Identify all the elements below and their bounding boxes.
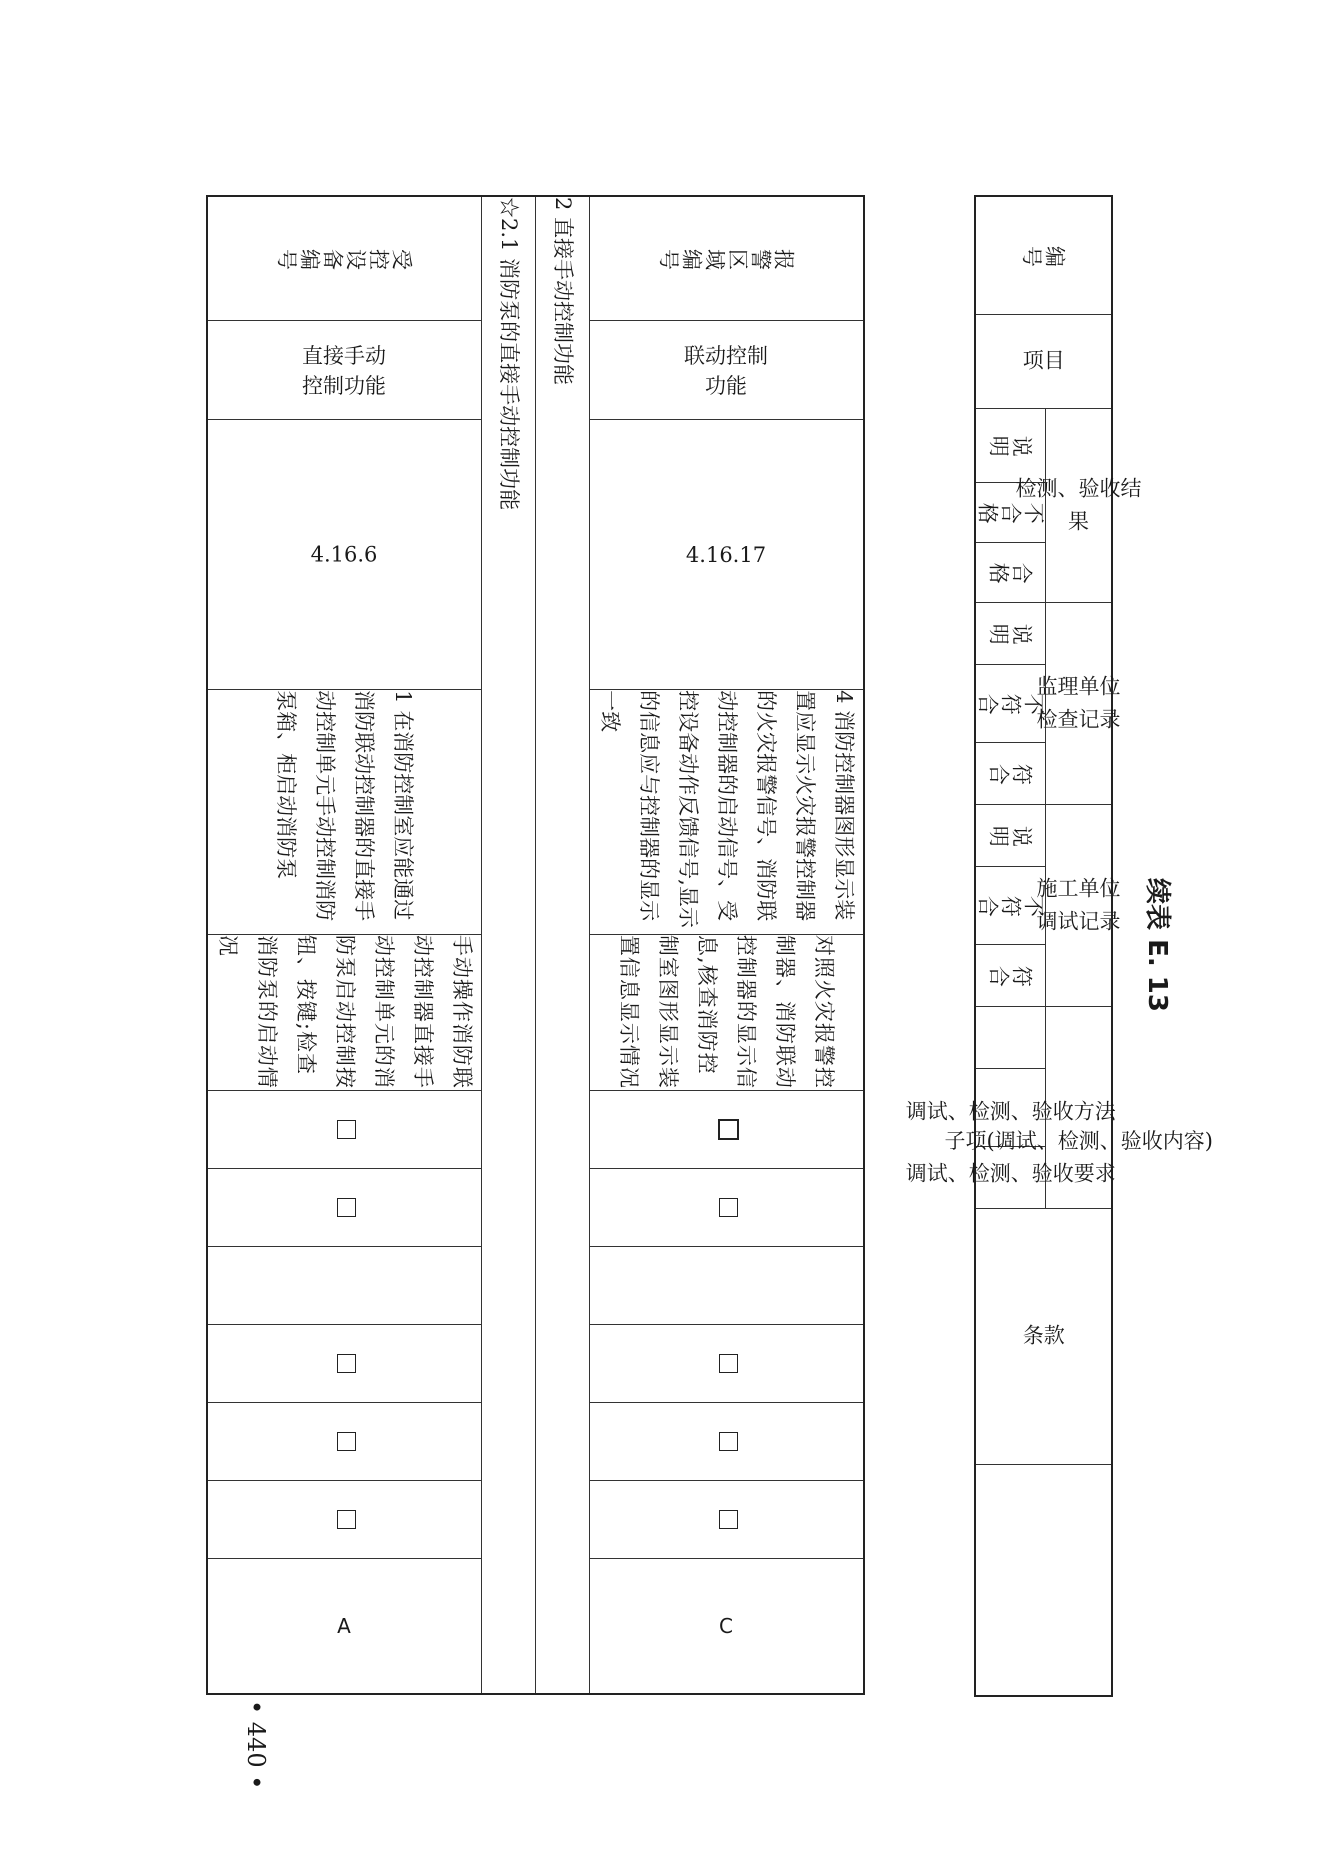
row1-construction-note xyxy=(590,1247,865,1325)
header-construction-conform: 符合 xyxy=(975,944,1046,1006)
row2-result-pass[interactable] xyxy=(207,1481,482,1559)
row2-supervision-conform[interactable] xyxy=(207,1325,482,1403)
header-result: 检测、验收结果 xyxy=(1045,408,1112,602)
row1-supervision-nonconform[interactable] xyxy=(590,1403,865,1481)
checkbox[interactable] xyxy=(720,1198,739,1217)
section-row xyxy=(482,196,536,1694)
header-method: 调试、检测、验收方法 xyxy=(975,1006,1046,1068)
row1-construction-conform[interactable] xyxy=(590,1091,865,1169)
header-construction: 施工单位调试记录 xyxy=(1045,804,1112,1006)
checkbox[interactable] xyxy=(720,1354,739,1373)
header-row-1 xyxy=(1045,196,1112,1696)
header-number-cell xyxy=(975,196,1112,314)
table-row xyxy=(590,196,865,1694)
row1-supervision-conform[interactable] xyxy=(590,1325,865,1403)
header-clause-spacer xyxy=(975,1464,1112,1696)
checkbox[interactable] xyxy=(720,1432,739,1451)
checkbox[interactable] xyxy=(720,1510,739,1529)
row1-method: 对照火灾报警控制器、消防联动控制器的显示信息,核查消防控制室图形显示装置信息显示情况 xyxy=(590,934,865,1090)
header-result-pass: 合格 xyxy=(975,542,1046,602)
row2-supervision-nonconform[interactable] xyxy=(207,1403,482,1481)
row1-result-pass[interactable] xyxy=(590,1481,865,1559)
header-construction-note: 说明 xyxy=(975,804,1046,866)
checkbox[interactable] xyxy=(338,1198,357,1217)
header-supervision-conform: 符合 xyxy=(975,742,1046,804)
table-caption: 续表 E. 13 xyxy=(1142,878,1172,1012)
row2-clause: 4.16.6 xyxy=(207,420,482,690)
header-subitem: 子项(调试、检测、验收内容) xyxy=(1045,1006,1112,1208)
row2-number: 受控设备编号 xyxy=(207,196,482,320)
header-supervision: 监理单位检查记录 xyxy=(1045,602,1112,804)
rotated-page xyxy=(205,195,1213,1790)
page-number: • 440 • xyxy=(242,1700,270,1790)
header-supervision-note: 说明 xyxy=(975,602,1046,664)
row2-requirement: 1 在消防控制室应能通过消防联动控制器的直接手动控制单元手动控制消防泵箱、柜启动消防泵 xyxy=(207,690,482,935)
section-manual: 2 直接手动控制功能 xyxy=(536,196,590,1694)
row2-construction-conform[interactable] xyxy=(207,1091,482,1169)
row2-construction-nonconform[interactable] xyxy=(207,1169,482,1247)
detail-table xyxy=(206,195,865,1695)
checkbox[interactable] xyxy=(338,1120,357,1139)
row1-result-grade: C xyxy=(590,1559,865,1694)
header-requirement: 调试、检测、验收要求 xyxy=(975,1068,1046,1146)
checkbox[interactable] xyxy=(338,1432,357,1451)
row1-item: 联动控制功能 xyxy=(590,320,865,419)
header-supervision-nonconform: 不符合 xyxy=(975,664,1046,742)
header-construction-nonconform: 不符合 xyxy=(975,866,1046,944)
row1-number: 报警区域编号 xyxy=(590,196,865,320)
row1-requirement: 4 消防控制器图形显示装置应显示火灾报警控制器的火灾报警信号、消防联动控制器的启动信号、受控设备动作反馈信号,显示的信息应与控制器的显示一致 xyxy=(590,690,865,935)
checkbox[interactable] xyxy=(338,1510,357,1529)
header-item: 项目 xyxy=(975,314,1112,408)
header-result-fail: 不合格 xyxy=(975,482,1046,542)
row2-result-grade: A xyxy=(207,1559,482,1694)
section-pump: ☆2.1 消防泵的直接手动控制功能 xyxy=(482,196,536,1694)
header-clause: 条款 xyxy=(975,1208,1112,1464)
row2-method: 手动操作消防联动控制器直接手动控制单元的消防泵启动控制按钮、按键;检查消防泵的启动情况 xyxy=(207,934,482,1090)
row2-item: 直接手动控制功能 xyxy=(207,320,482,419)
header-number: 编号 xyxy=(1020,243,1067,268)
row1-clause: 4.16.17 xyxy=(590,420,865,690)
section-row xyxy=(536,196,590,1694)
row2-construction-note xyxy=(207,1247,482,1325)
header-result-note: 说明 xyxy=(975,408,1046,482)
row1-construction-nonconform[interactable] xyxy=(590,1169,865,1247)
checkbox[interactable] xyxy=(338,1354,357,1373)
checkbox[interactable] xyxy=(719,1119,740,1140)
table-row xyxy=(207,196,482,1694)
